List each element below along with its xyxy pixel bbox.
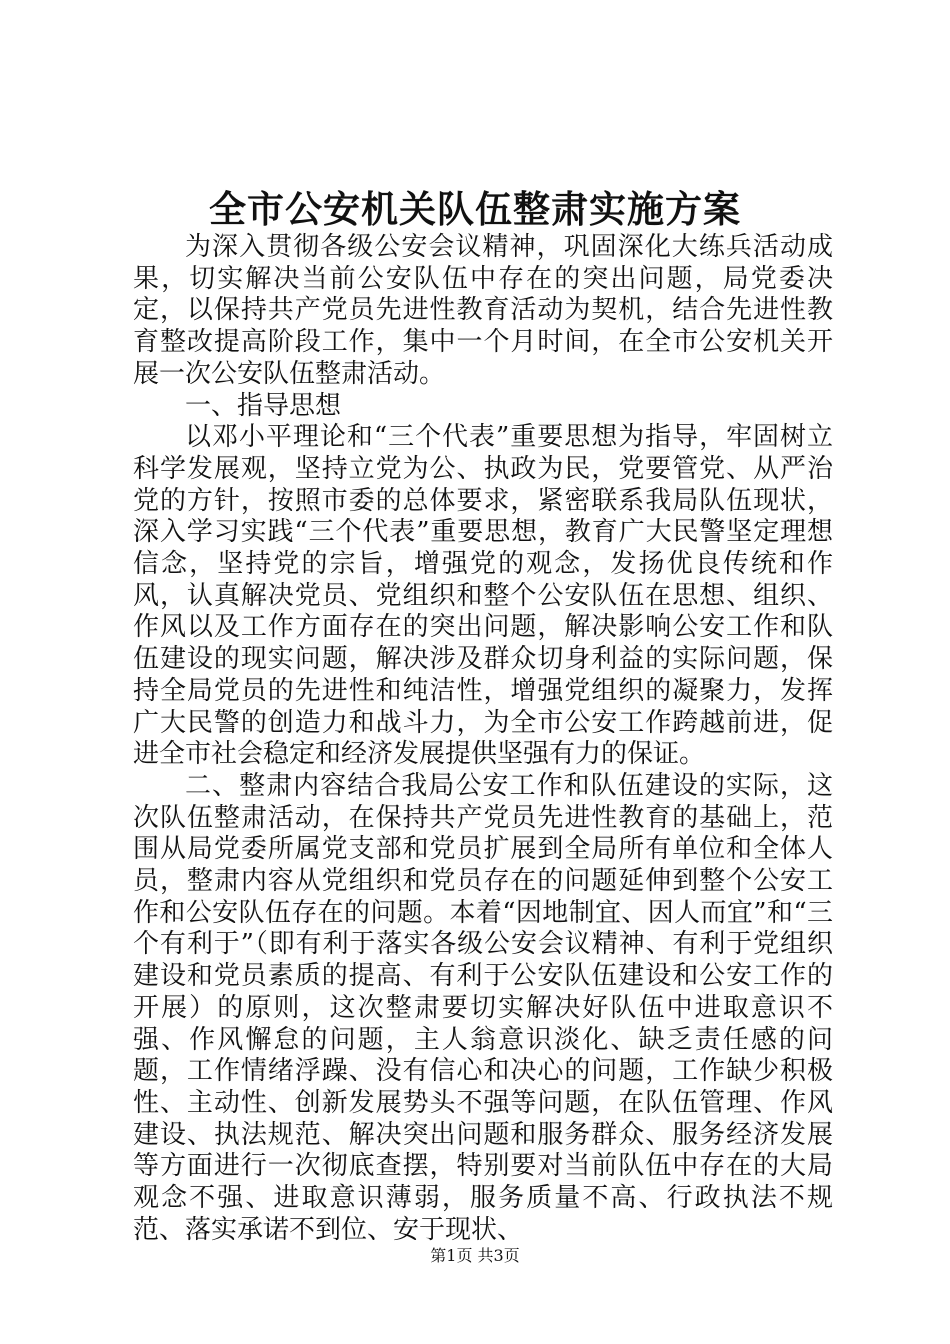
section-heading-guiding-ideology: 一、指导思想 (185, 390, 342, 421)
guiding-ideology-paragraph: 以邓小平理论和“三个代表”重要思想为指导，牢固树立科学发展观，坚持立党为公、执政为民，党要管党、从严治党的方针，按照市委的总体要求，紧密联系我局队伍现状，深入学习实践“三个代表”重要思想，教育广大民警坚定理想信念，坚持党的宗旨，增强党的观念，发扬优良传统和作风，认真解决党员、党组织和整个公安队伍在思想、组织、作风以及工作方面存在的突出问题，解决影响公安工作和队伍建设的现实问题，解决涉及群众切身利益的实际问题，保持全局党员的先进性和纯洁性，增强党组织的凝聚力，发挥广大民警的创造力和战斗力，为全市公安工作跨越前进，促进全市社会稳定和经济发展提供坚强有力的保证。 (133, 422, 833, 770)
rectification-content-paragraph: 二、整肃内容结合我局公安工作和队伍建设的实际，这次队伍整肃活动，在保持共产党员先进性教育的基础上，范围从局党委所属党支部和党员扩展到全局所有单位和全体人员，整肃内容从党组织和党员存在的问题延伸到整个公安工作和公安队伍存在的问题。本着“因地制宜、因人而宜”和“三个有利于”（即有利于落实各级公安会议精神、有利于党组织建设和党员素质的提高、有利于公安队伍建设和公安工作的开展）的原则，这次整肃要切实解决好队伍中进取意识不强、作风懈怠的问题，主人翁意识淡化、缺乏责任感的问题，工作情绪浮躁、没有信心和决心的问题，工作缺少积极性、主动性、创新发展势头不强等问题，在队伍管理、作风建设、执法规范、解决突出问题和服务群众、服务经济发展等方面进行一次彻底查摆，特别要对当前队伍中存在的大局观念不强、进取意识薄弱，服务质量不高、行政执法不规范、落实承诺不到位、安于现状、 (133, 770, 833, 1245)
page-footer: 第1页 共3页 (430, 1246, 520, 1265)
document-body (133, 232, 833, 1247)
intro-paragraph: 为深入贯彻各级公安会议精神，巩固深化大练兵活动成果，切实解决当前公安队伍中存在的突出问题，局党委决定，以保持共产党员先进性教育活动为契机，结合先进性教育整改提高阶段工作，集中一个月时间，在全市公安机关开展一次公安队伍整肃活动。 (133, 232, 833, 389)
document-title: 全市公安机关队伍整肃实施方案 (209, 187, 741, 231)
